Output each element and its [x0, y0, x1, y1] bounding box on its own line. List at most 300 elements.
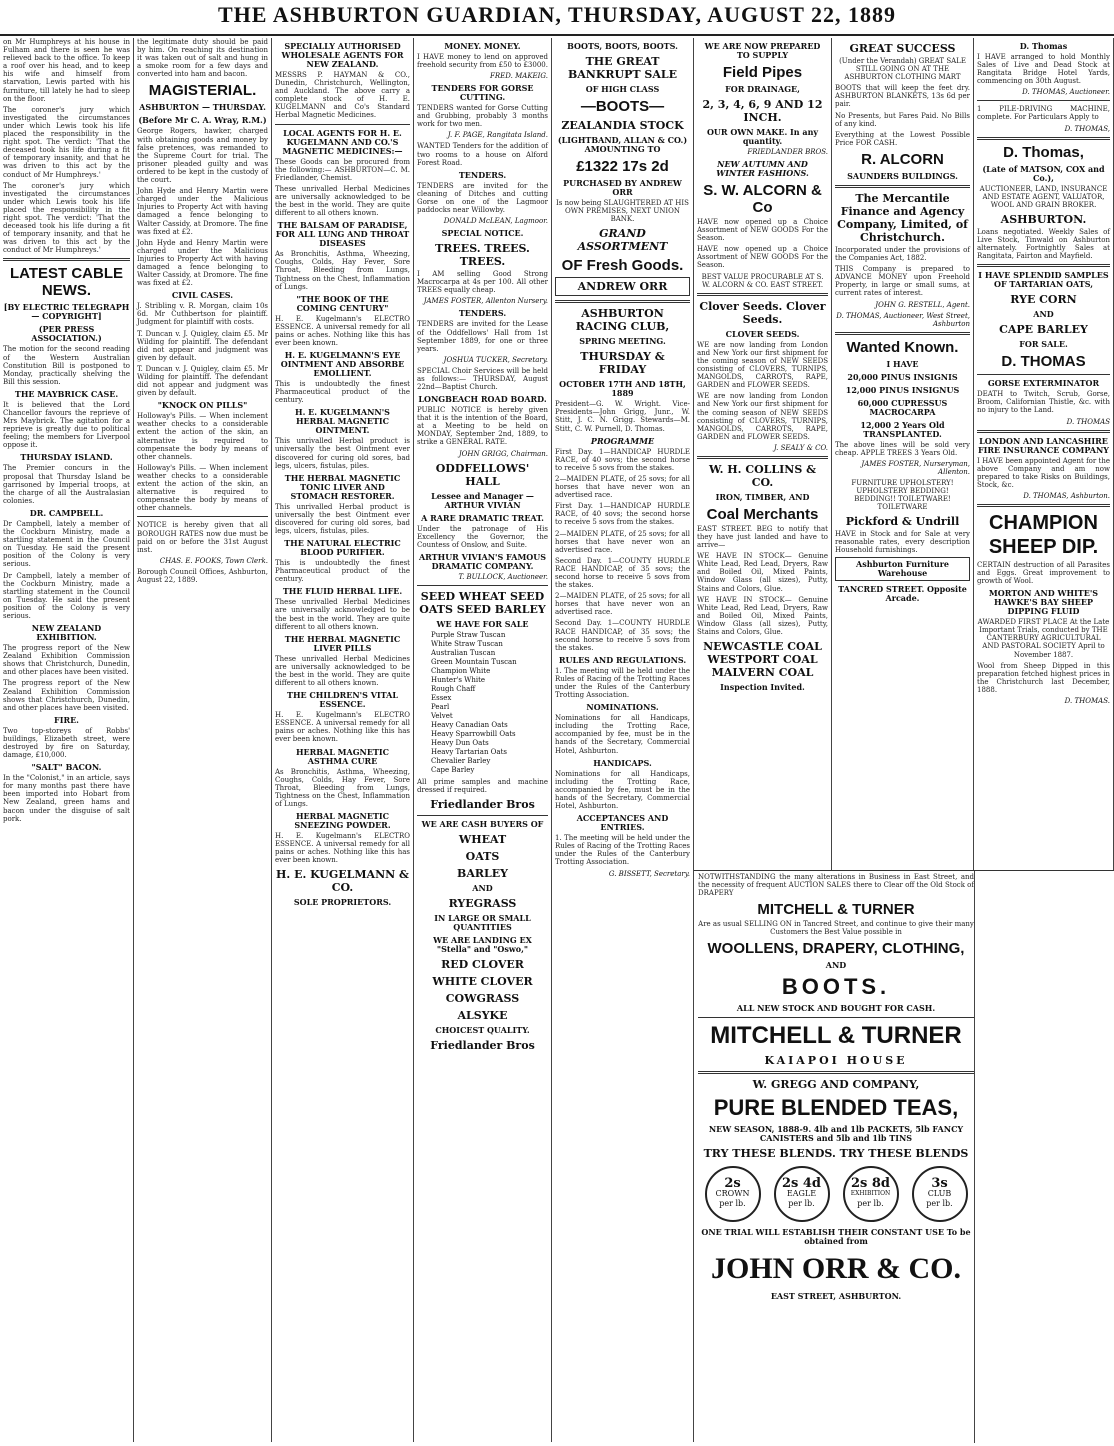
ad-heading: MONEY. MONEY. [444, 41, 521, 51]
paragraph: H. E. Kugelmann's ELECTRO ESSENCE. A universal remedy for all pains or aches. Nothing like this has ever been known. [275, 314, 410, 347]
subheading: AND [1033, 309, 1054, 320]
ad-heading: CAPE BARLEY [999, 323, 1088, 337]
article-heading: "SALT" BACON. [31, 762, 102, 773]
paragraph: Nominations for all Handicaps, including the Trotting Race, accompanied by fee, must be in the hands of the Secretary, Commercial Hotel, Ashburton. [555, 769, 690, 811]
article-heading: NEW ZEALAND EXHIBITION. [31, 623, 102, 643]
subheading: HANDICAPS. [593, 757, 652, 768]
divider [555, 300, 690, 303]
subheading: Lessee and Manager — ARTHUR VIVIAN [431, 490, 534, 510]
ad-heading: The Mercantile Finance and Agency Company, Limited, of Christchurch. [837, 191, 968, 244]
divider [417, 585, 548, 586]
paragraph: President—G. W. Wright. Vice-Presidents—John Grigg, Junr., W. Stitt, J. C. N. Grigg. Stewards—M. Stitt, C. W. Purnell, D. Thomas. [555, 400, 690, 433]
ad-heading: RYE CORN [1010, 293, 1077, 307]
dateline: ASHBURTON — THURSDAY. [139, 102, 266, 113]
ad-heading: R. ALCORN [861, 150, 944, 168]
list-item: Australian Tuscan [431, 648, 496, 657]
ad-heading: WOOLLENS, DRAPERY, CLOTHING, [707, 940, 965, 958]
paragraph: PUBLIC NOTICE is hereby given that it is the intention of the Board, at a Meeting to be held on MONDAY, September 2nd, 1889, to strike a GENERAL RATE. [417, 406, 548, 447]
paragraph: The coroner's jury which investigated the circumstances under which Lewis took his life placed the responsibility in the right spot. The verdict: 'That the deceased took his life during a fit of temporary insanity, and that he was driven to this act by the conduct of Mr Humphreys.' [3, 181, 130, 255]
paragraph: the legitimate duty should be paid by him. On reaching its destination it was taken out of salt and hung in a smoke room for a few days and converted into ham and bacon. [137, 38, 268, 79]
brand-name: Friedlander Bros [430, 1039, 535, 1052]
paragraph: All prime samples and machine dressed if required. [417, 777, 548, 794]
paragraph: These unrivalled Herbal Medicines are universally acknowledged to be the best in the world. They are quite different to all others known. [275, 654, 410, 688]
tea-price: 2s [724, 1176, 741, 1192]
signature: JAMES FOSTER, Nurseryman, Allenton. [861, 459, 970, 476]
divider [137, 516, 268, 517]
article-heading: THURSDAY ISLAND. [20, 452, 113, 463]
signature: T. BULLOCK, Auctioneer. [458, 572, 548, 581]
paragraph: First Day. 1—HANDICAP HURDLE RACE, of 40 sovs; the second horse to receive 5 sovs from the stakes. [555, 447, 690, 472]
subheading: FOR DRAINAGE, [725, 84, 800, 94]
ad-heading: TRY THESE BLENDS. TRY THESE BLENDS [703, 1147, 969, 1161]
signature: G. BISSETT, Secretary. [608, 869, 690, 878]
ad-heading: TENDERS FOR GORSE CUTTING. [431, 83, 534, 103]
ad-heading: THE BALSAM OF PARADISE, FOR ALL LUNG AND THROAT DISEASES [275, 220, 410, 249]
john-orr-name: JOHN ORR & CO. [711, 1252, 961, 1286]
ad-heading: SEED WHEAT SEED OATS SEED BARLEY [419, 589, 546, 616]
signature: DONALD McLEAN, Lagmoor. [443, 217, 548, 226]
paragraph: Are as usual SELLING ON in Tancred Street, and continue to give their many Customers the Best Value possible in [698, 920, 974, 937]
divider [698, 1071, 974, 1074]
ad-heading: LONGBEACH ROAD BOARD. [418, 394, 547, 405]
paragraph: As Bronchitis, Asthma, Wheezing, Coughs, Colds, Hay Fever, Sore Throat, Bleeding from Lungs, Tightness on the Chest, Inflammation of Lungs. [275, 767, 410, 808]
signature: J. F. PAGE, Rangitata Island. [447, 131, 548, 140]
subheading: ACCEPTANCES AND ENTRIES. [576, 813, 669, 833]
divider [835, 332, 970, 335]
signature: D. THOMAS [1066, 417, 1110, 426]
subheading: WE ARE LANDING EX "Stella" and "Oswo," [433, 935, 532, 954]
ad-heading: MORTON AND WHITE'S HAWKE'S BAY SHEEP DIPPING FLUID [988, 588, 1099, 617]
ad-heading: PURE BLENDED TEAS, [713, 1095, 959, 1121]
tea-name: CROWN [715, 1189, 750, 1199]
paragraph: First Day. 1—HANDICAP HURDLE RACE, of 40 sovs; the second horse to receive 5 sovs from the stakes. [555, 502, 690, 527]
paragraph: This is undoubtedly the finest Pharmaceutical product of the century. [275, 380, 410, 405]
wide-ad-area [694, 870, 1114, 1443]
tea-price: 3s [931, 1176, 948, 1192]
paragraph: Wool from Sheep Dipped in this preparation fetched highest prices in the Christchurch last December, 1888. [977, 661, 1110, 694]
subheading: (LIGHTBAND, ALLAN & CO.) AMOUNTING TO [557, 135, 688, 154]
subheading: EAST STREET, ASHBURTON. [770, 1291, 902, 1302]
paragraph: I HAVE money to lend on approved freehold security from £50 to £3000. [417, 53, 548, 70]
ad-heading: CHAMPION SHEEP DIP. [988, 511, 1099, 558]
article-heading: DR. CAMPBELL. [29, 507, 104, 518]
ad-heading: LOCAL AGENTS FOR H. E. KUGELMANN AND CO.'S MAGNETIC MEDICINES:— [282, 127, 403, 156]
seed-list [431, 631, 548, 775]
mitchell-turner-ad [698, 873, 974, 1303]
subheading: NOMINATIONS. [586, 702, 659, 713]
article-heading: FIRE. [54, 714, 79, 725]
list-item: Champion White [431, 666, 491, 675]
subheading: OF HIGH CLASS [585, 84, 660, 94]
paragraph: NOTWITHSTANDING the many alterations in Business in East Street, and the necessity of frequent AUCTION SALES there to Clear off the Old Stock of DRAPERY [698, 873, 974, 898]
divider [977, 504, 1110, 507]
land-item: ALSYKE [457, 1009, 508, 1022]
paragraph: This unrivalled Herbal product is universally the best Ointment ever discovered for curing old sores, bad legs, ulcers, fistulas, piles. [275, 437, 410, 470]
tea-price: 2s 8d [850, 1176, 891, 1192]
ad-heading: Field Pipes [722, 64, 803, 81]
signature: D. THOMAS, Auctioneer. [1022, 88, 1110, 97]
land-item: WHITE CLOVER [432, 975, 533, 988]
paragraph: The motion for the second reading of the Western Australian Constitution Bill is postponed to Monday, practically shelving the Bill this session. [3, 345, 130, 386]
paragraph: It is believed that the Lord Chancellor favours the reprieve of Mrs Maybrick. The agitation for a reprieve is greatly due to political feeling; the members for Liverpool oppose it. [3, 400, 130, 450]
paragraph: Everything at the Lowest Possible Price FOR CASH. [835, 130, 970, 147]
paragraph: H. E. Kugelmann's ELECTRO ESSENCE. A universal remedy for all pains or aches. Nothing like this has ever been known. [275, 711, 410, 744]
ad-heading: BOOTS. [781, 974, 891, 1000]
paragraph: Second Day. 1—COUNTY HURDLE RACE HANDICAP, of 35 sovs; the second horse to receive 5 sovs from the stakes. [555, 619, 690, 652]
subheading: (Late of MATSON, COX and Co.), [982, 163, 1105, 183]
tea-unit: per lb. [788, 1199, 815, 1209]
stock-item: 60,000 CUPRESSUS MACROCARPA [857, 397, 948, 417]
subheading: OUR OWN MAKE. In any quantity. [706, 127, 819, 146]
tea-unit: per lb. [719, 1199, 746, 1209]
list-item: Purple Straw Tuscan [431, 630, 506, 639]
signature: J. SEALY & CO. [773, 443, 828, 452]
paragraph: (Under the Verandah) GREAT SALE STILL GOING ON AT THE ASHBURTON CLOTHING MART [839, 57, 966, 82]
signature: CHAS. E. FOOKS, Town Clerk. [159, 556, 268, 565]
tea-name: CLUB [927, 1189, 952, 1199]
signature: D. THOMAS, [1064, 124, 1110, 133]
signature: JOSHUA TUCKER, Secretary. [443, 355, 548, 364]
paragraph: Nominations for all Handicaps, including the Trotting Race, accompanied by fee, must be in the hands of the Secretary, Commercial Hotel, Ashburton. [555, 714, 690, 755]
paragraph: Under the patronage of His Excellency the Governor, the Countess of Onslow, and Suite. [417, 524, 548, 549]
ad-heading: ODDFELLOWS' HALL [435, 461, 530, 488]
list-item: Cape Barley [431, 765, 475, 774]
divider [977, 100, 1110, 101]
paragraph: Dr Campbell, lately a member of the Cockburn Ministry, made a startling statement in the Council on Tuesday. He said the present position of the Colony is very serious. [3, 571, 130, 620]
signature: JOHN G. RESTELL, Agent. [875, 300, 970, 309]
masthead [0, 0, 1114, 36]
divider [835, 185, 970, 188]
amount: £1322 17s 2d [576, 158, 669, 175]
subheading: WE HAVE FOR SALE [436, 618, 529, 629]
paragraph: Incorporated under the provisions of the Companies Act, 1882. [835, 245, 970, 263]
paragraph: FURNITURE UPHOLSTERY! UPHOLSTERY BEDDING! BEDDING!! TOILETWARE! TOILETWARE [851, 478, 954, 511]
paragraph: TENDERS are invited for the Lease of the Oddfellows' Hall from 1st September 1889, for one or three years. [417, 320, 548, 353]
subheading: I HAVE [886, 358, 919, 369]
list-item: Hunter's White [431, 675, 486, 684]
divider [698, 1017, 974, 1018]
paragraph: I HAVE arranged to hold Monthly Sales of Live and Dead Stock at Rangitata Bridge Hotel Yards, commencing on 30th August. [977, 53, 1110, 86]
ad-heading: TENDERS. [458, 308, 507, 319]
land-item: RED CLOVER [441, 958, 524, 971]
subheading: FOR SALE. [1019, 339, 1068, 350]
paragraph: Second Day. 1—COUNTY HURDLE RACE HANDICAP, of 35 sovs; the second horse to receive 5 sovs from the stakes. [555, 556, 690, 590]
article-heading: THE MAYBRICK CASE. [14, 388, 119, 399]
ad-heading: THE HERBAL MAGNETIC TONIC LIVER AND STOMACH RESTORER. [284, 472, 401, 501]
ad-heading: HERBAL MAGNETIC ASTHMA CURE [295, 746, 390, 766]
subheading: IRON, TIMBER, AND [715, 491, 810, 502]
paragraph: TENDERS are invited for the cleaning of Ditches and cutting Gorse on one of the Lagmoor paddocks near Willowby. [417, 181, 548, 215]
ad-heading: W. H. COLLINS & CO. [708, 462, 817, 489]
buy-item: OATS [465, 850, 500, 863]
ad-heading: THE CHILDREN'S VITAL ESSENCE. [287, 690, 398, 710]
paragraph: WANTED Tenders for the addition of two rooms to a house on Alford Forest Road. [417, 142, 548, 167]
stock-item: 12,000 PINUS INSIGNUS [845, 384, 960, 395]
ad-heading: ASHBURTON RACING CLUB, [575, 307, 670, 334]
ad-heading: A RARE DRAMATIC TREAT. [421, 512, 544, 523]
subheading: SAUNDERS BUILDINGS. [847, 170, 958, 181]
ad-heading: TENDERS. [458, 169, 507, 180]
column-5 [552, 38, 694, 1442]
subheading: [BY ELECTRIC TELEGRAPH — COPYRIGHT] [3, 302, 130, 322]
article-heading: CIVIL CASES. [171, 290, 234, 301]
paragraph: BEST VALUE PROCURABLE AT S. W. ALCORN & CO. EAST STREET. [701, 272, 824, 289]
list-item: Velvet [431, 711, 453, 720]
ad-heading: Clover Seeds. Clover Seeds. [699, 299, 826, 326]
tea-unit: per lb. [926, 1199, 953, 1209]
ad-heading: Pickford & Undrill [845, 515, 960, 529]
list-item: Heavy Dun Oats [431, 738, 489, 747]
ad-heading: S. W. ALCORN & Co [703, 182, 822, 216]
ad-heading: D. Thomas [1019, 41, 1068, 51]
ad-heading: ARTHUR VIVIAN'S FAMOUS DRAMATIC COMPANY. [418, 551, 547, 571]
paragraph: WE HAVE IN STOCK— Genuine White Lead, Red Lead, Dryers, Raw and Boiled Oil, Mixed Paints, Window Glass (all sizes), Putty, Stains and Colors, Glue. [697, 552, 828, 593]
ad-heading: THE GREAT BANKRUPT SALE [567, 55, 678, 81]
subheading: SPRING MEETING. [579, 336, 666, 347]
paragraph: TENDERS wanted for Gorse Cutting and Grubbing, probably 3 months work for two men. [417, 104, 548, 129]
paragraph: The progress report of the New Zealand Exhibition Commission shows that Christchurch, Dunedin, and other places have been visited. [3, 644, 130, 677]
article-heading: "KNOCK ON PILLS" [157, 400, 248, 411]
divider [697, 456, 828, 459]
buy-item: RYEGRASS [448, 897, 517, 910]
paragraph: 2—MAIDEN PLATE, of 25 sovs; for all horses that have never won an advertised race. [555, 529, 690, 554]
paragraph: Two top-storeys of Robbs' buildings, Elizabeth street, were destroyed by fire on Saturday, damage, £10,000. [3, 726, 130, 760]
subheading: IN LARGE OR SMALL QUANTITIES [434, 913, 531, 932]
list-item: Heavy Sparrowbill Oats [431, 729, 516, 738]
paragraph: H. E. Kugelmann's ELECTRO ESSENCE. A universal remedy for all pains or aches. Nothing like this has ever been known. [275, 831, 410, 865]
ad-heading: D. Thomas, [1003, 143, 1084, 161]
subheading: RULES AND REGULATIONS. [558, 654, 687, 665]
ad-heading: D. THOMAS [1001, 353, 1086, 371]
section-heading: MAGISTERIAL. [148, 82, 257, 100]
paragraph: SPECIAL Choir Services will be held as follows:— THURSDAY, August 22nd—Baptist Church. [417, 366, 548, 391]
subheading: ONE TRIAL WILL ESTABLISH THEIR CONSTANT USE To be obtained from [701, 1227, 971, 1247]
ad-heading: LONDON AND LANCASHIRE FIRE INSURANCE COMPANY [977, 435, 1110, 455]
ad-heading: THURSDAY & FRIDAY [580, 350, 665, 377]
paragraph: WE are now landing from London and New York our first shipment for the coming season of NEW SEEDS consisting of CLOVERS, TURNIPS, MANGOLDS, CARROTS, RAPE, GARDEN and FLOWER SEEDS. [697, 340, 828, 390]
footer-line: Borough Council Offices, Ashburton, August 22, 1889. [137, 567, 268, 584]
paragraph: In the "Colonist," in an article, says for many months past there have been imported into Hobart from New Zealand, green hams and bacon under the disguise of salt pork. [3, 774, 130, 823]
signature: JAMES FOSTER, Allenton Nursery. [423, 297, 548, 306]
ad-heading: H. E. KUGELMANN'S EYE OINTMENT AND ABSORBE EMOLLIENT. [280, 350, 405, 379]
tea-name: EXHIBITION [850, 1190, 891, 1198]
column-divider [974, 871, 975, 1443]
subheading: NEW SEASON, 1888-9. 4lb and 1lb PACKETS, 5lb FANCY CANISTERS and 5lb and 1lb TINS [708, 1124, 964, 1144]
paragraph: I AM selling Good Strong Macrocarpa at 4s per 100. All other TREES equally cheap. [417, 270, 548, 295]
ad-heading: Ashburton Furniture Warehouse [835, 557, 970, 581]
paragraph: HAVE now opened up a Choice Assortment of NEW GOODS For the Season. [697, 218, 828, 243]
ad-heading: Wanted Known. [846, 338, 959, 356]
ad-heading: THE HERBAL MAGNETIC LIVER PILLS [284, 633, 401, 653]
tea-blend-badge [912, 1166, 968, 1222]
paragraph: George Rogers, hawker, charged with obtaining goods and money by false pretences, was remanded to the Supreme Court for trial. The prisoner pleaded guilty and was ordered to be kept in the custody of the court. [137, 127, 268, 185]
subheading: (Before Mr C. A. Wray, R.M.) [138, 115, 267, 126]
land-item: COWGRASS [445, 992, 520, 1005]
signature: JOHN GRIGG, Chairman. [458, 449, 548, 458]
list-item: Rough Chaff [431, 684, 476, 693]
ad-heading: SPECIAL NOTICE. [441, 228, 524, 239]
tea-price: 2s 4d [781, 1176, 822, 1192]
pipe-sizes: 2, 3, 4, 6, 9 AND 12 INCH. [702, 98, 823, 124]
list-item: Green Mountain Tuscan [431, 657, 517, 666]
paragraph: The progress report of the New Zealand Exhibition Commission shows that Christchurch, Dunedin, and other places have been visited. [3, 679, 130, 712]
ad-heading: KAIAPOI HOUSE [764, 1054, 908, 1068]
signature: D. THOMAS, Auctioneer, West Street, Ashburton [836, 311, 970, 328]
ad-heading: GREAT SUCCESS [849, 42, 956, 55]
column-3 [272, 38, 414, 1442]
ad-heading: SPECIALLY AUTHORISED WHOLESALE AGENTS FOR NEW ZEALAND. [281, 41, 404, 69]
paragraph: I HAVE been appointed Agent for the above Company and am now prepared to take Risks on Buildings, Stock, &c. [977, 456, 1110, 489]
paragraph: These unrivalled Herbal Medicines are universally acknowledged to be the best in the world. They are quite different to all others known. [275, 184, 410, 218]
ad-heading: "THE BOOK OF THE COMING CENTURY" [296, 293, 389, 313]
list-item: Essex [431, 693, 452, 702]
paragraph: Loans negotiated. Weekly Sales of Live Stock, Tinwald on Ashburton alternately. Fortnightly Sales at Rangitata, Fairton and Mayfield. [977, 227, 1110, 261]
ad-heading: —BOOTS— [580, 98, 665, 115]
subheading: AND [825, 960, 847, 971]
subheading: I HAVE SPLENDID SAMPLES OF TARTARIAN OATS, [978, 270, 1109, 290]
ad-heading: MITCHELL & TURNER [710, 1022, 962, 1050]
signature: D. THOMAS, Ashburton. [1023, 491, 1110, 500]
paragraph: John Hyde and Henry Martin were charged under the Malicious Injuries to Property Act with having damaged a fence belonging to Walter Cassidy, at Dromore. The fine was fixed at £2. [137, 238, 268, 288]
paragraph: This unrivalled Herbal product is universally the best Ointment ever discovered for curing old sores, bad legs, ulcers, fistulas, piles. [275, 502, 410, 535]
subheading: WE ARE NOW PREPARED TO SUPPLY [704, 41, 821, 60]
signature: D. THOMAS. [1064, 697, 1110, 705]
ad-heading: THE NATURAL ELECTRIC BLOOD PURIFIER. [284, 538, 401, 558]
ad-heading: GORSE EXTERMINATOR [987, 378, 1100, 389]
paragraph: J. Stribling v. R. Morgan, claim 10s 6d. Mr Cuthbertson for plaintiff. Judgment for plaintiff with costs. [137, 302, 268, 327]
ad-heading: THE FLUID HERBAL LIFE. [282, 586, 403, 597]
stock-item: 12,000 2 Years Old TRANSPLANTED. [860, 419, 945, 439]
tea-blend-badge [705, 1166, 761, 1222]
paragraph: WE are now landing from London and New York our first shipment for the coming season of NEW SEEDS consisting of CLOVERS, TURNIPS, MANGOLDS, CARROTS, RAPE, GARDEN and FLOWER SEEDS. [697, 392, 828, 441]
subheading: ALL NEW STOCK AND BOUGHT FOR CASH. [736, 1003, 936, 1014]
paragraph: John Hyde and Henry Martin were charged under the Malicious Injuries to Property Act with having damaged a fence belonging to Walter Cassidy, at Dromore. The fine was fixed at £2. [137, 187, 268, 236]
list-item: Chevalier Barley [431, 756, 491, 765]
paragraph: T. Duncan v. J. Quigley, claim £5. Mr Wilding for plaintiff. The defendant did not appear and judgment was given by default. [137, 329, 268, 362]
list-item: Heavy Canadian Oats [431, 720, 508, 729]
tea-unit: per lb. [857, 1199, 884, 1209]
paragraph: Dr Campbell, lately a member of the Cockburn Ministry, made a startling statement in the Council on Tuesday. He said the present position of the Colony is very serious. [3, 519, 130, 569]
ad-heading: ZEALANDIA STOCK [561, 119, 684, 132]
ad-heading: W. GREGG AND COMPANY, [752, 1078, 920, 1092]
ad-heading: NEWCASTLE COAL WESTPORT COAL MALVERN COAL [703, 640, 822, 680]
ad-heading: GRAND ASSORTMENT [577, 227, 668, 254]
column-4 [414, 38, 552, 1442]
paragraph: Holloway's Pills. — When inclement weather checks to a considerable extent the action of the skin, an alternative is required to compensate the body by means of other channels. [137, 412, 268, 461]
paragraph: on Mr Humphreys at his house in Fulham and there is seen he was relieved back to the office. To keep a roof over his head, and to keep his wife and himself from starvation, Lewis parted with his furniture, till lately he had to sleep on the floor. [3, 38, 130, 103]
brand-name: ANDREW ORR [555, 277, 690, 296]
ad-heading: MITCHELL & TURNER [757, 901, 915, 919]
paragraph: AWARDED FIRST PLACE At the Late Important Trials, conducted by THE CANTERBURY AGRICULTURAL AND PASTORAL SOCIETY April to November 1887. [977, 618, 1110, 659]
tea-blend-badge [843, 1166, 899, 1222]
tea-blend-badge [774, 1166, 830, 1222]
ad-heading: OF Fresh Goods. [561, 257, 684, 275]
divider [697, 293, 828, 296]
divider [977, 430, 1110, 433]
subheading: WE ARE CASH BUYERS OF [421, 819, 544, 829]
paragraph: 1. The meeting will be held under the Rules of Racing of the Trotting Races under the Rules of the Canterbury Trotting Association. [555, 834, 690, 867]
subheading: CHOICEST QUALITY. [435, 1025, 530, 1035]
divider [3, 258, 130, 261]
stock-item: 20,000 PINUS INSIGNIS [847, 371, 958, 382]
paragraph: HAVE in Stock and for Sale at very reasonable rates, every description Household furnishings. [835, 530, 970, 555]
paragraph: These Goods can be procured from the following:— ASHBURTON—C. M. Friedlander, Chemist. [275, 157, 410, 182]
paragraph: Is now being SLAUGHTERED AT HIS OWN PREMISES, NEXT UNION BANK. [556, 199, 689, 224]
ad-heading: HERBAL MAGNETIC SNEEZING POWDER. [294, 810, 391, 830]
ad-heading: NEW AUTUMN AND WINTER FASHIONS. [716, 159, 809, 178]
paragraph: 2—MAIDEN PLATE, of 25 sovs; for all horses that have never won an advertised race. [555, 592, 690, 617]
paragraph: 1. The meeting will be held under the Rules of Racing of the Trotting Races under the Rules of the Canterbury Trotting Association. [555, 666, 690, 700]
divider [275, 124, 410, 125]
subheading: PURCHASED BY ANDREW ORR [563, 178, 682, 197]
buy-item: BARLEY [457, 867, 508, 880]
signature: FRED. MAKEIG. [490, 72, 548, 81]
columns [0, 38, 1114, 1442]
list-item: Pearl [431, 702, 450, 711]
tea-name: EAGLE [786, 1189, 817, 1199]
tea-blends [698, 1166, 974, 1222]
ad-heading: BOOTS, BOOTS, BOOTS. [567, 41, 678, 51]
paragraph: As Bronchitis, Asthma, Wheezing, Coughs, Colds, Hay Fever, Sore Throat, Bleeding from Lungs, Tightness on the Chest, Inflammation of Lungs. [275, 250, 410, 291]
paragraph: These unrivalled Herbal Medicines are universally acknowledged to be the best in the world. They are quite different to all others known. [275, 598, 410, 631]
proprietor-name: H. E. KUGELMANN & CO. [276, 868, 409, 895]
list-item: White Straw Tuscan [431, 639, 503, 648]
subheading: (PER PRESS ASSOCIATION.) [31, 324, 102, 344]
subheading: TANCRED STREET. Opposite Arcade. [838, 584, 967, 604]
paragraph: 1 PILE-DRIVING MACHINE, complete. For Particulars Apply to [977, 105, 1110, 122]
paragraph: The coroner's jury which investigated the circumstances under which Lewis took his life placed the responsibility in the right spot. The verdict: 'That the deceased took his life during a fit of temporary insanity, and that he was driven to this act by the conduct of Mr Humphreys.' [3, 105, 130, 179]
paragraph: AUCTIONEER, LAND, INSURANCE AND ESTATE AGENT, VALUATOR, WOOL AND GRAIN BROKER. [979, 184, 1108, 209]
divider [417, 815, 548, 816]
paragraph: The above lines will be sold very cheap. APPLE TREES 3 Years Old. [835, 440, 970, 457]
paragraph: Holloway's Pills. — When inclement weather checks to a considerable extent the action of the skin, an alternative is required to compensate the body by means of other channels. [137, 463, 268, 513]
list-item: Heavy Tartarian Oats [431, 747, 507, 756]
paragraph: No Presents, but Fares Paid. No Bills of any kind. [835, 111, 970, 128]
paragraph: DEATH to Twitch, Scrub, Gorse, Broom, Californian Thistle, &c. with no injury to the Land. [977, 390, 1110, 415]
divider [977, 264, 1110, 267]
ad-heading: H. E. KUGELMANN'S HERBAL MAGNETIC OINTMENT. [295, 407, 390, 436]
paragraph: BOOTS that will keep the feet dry. ASHBURTON BLANKETS, 13s 6d per pair. [835, 84, 970, 109]
ad-heading: Coal Merchants [706, 505, 819, 523]
newspaper-title: THE ASHBURTON GUARDIAN, THURSDAY, AUGUST 22, 1889 [217, 2, 897, 27]
subheading: OCTOBER 17TH AND 18TH, 1889 [559, 379, 686, 399]
paragraph: CERTAIN destruction of all Parasites and Eggs. Great improvement to growth of Wool. [977, 560, 1110, 586]
subheading: PROGRAMME [590, 435, 655, 446]
paragraph: WE HAVE IN STOCK— Genuine White Lead, Red Lead, Dryers, Raw and Boiled Oil, Mixed Paints, Window Glass (all sizes), Putty, Stains and Colors, Glue. [697, 595, 828, 636]
ad-heading: CLOVER SEEDS. [725, 328, 800, 339]
notice: NOTICE is hereby given that all BOROUGH RATES now due must be paid on or before the 31st August inst. [137, 521, 268, 554]
column-2 [134, 38, 272, 1442]
buy-item: AND [472, 883, 493, 893]
buy-item: WHEAT [458, 833, 507, 846]
column-1 [0, 38, 134, 1442]
paragraph: This is undoubtedly the finest Pharmaceutical product of the century. [275, 559, 410, 584]
brand-name: Friedlander Bros [430, 798, 535, 811]
ad-heading: TREES. TREES. TREES. [435, 242, 530, 269]
divider [977, 137, 1110, 140]
paragraph: THIS Company is prepared to ADVANCE MONEY upon Freehold Property, in large or small sums, at current rates of interest. [835, 265, 970, 298]
divider [977, 374, 1110, 375]
ad-heading: ASHBURTON. [1000, 212, 1087, 226]
paragraph: 2—MAIDEN PLATE, of 25 sovs; for all horses that have never won an advertised race. [555, 474, 690, 500]
paragraph: HAVE now opened up a Choice Assortment of NEW GOODS For the Season. [697, 245, 828, 270]
signature: FRIEDLANDER BROS. [747, 148, 828, 156]
paragraph: T. Duncan v. J. Quigley, claim £5. Mr Wilding for plaintiff. The defendant did not appear and judgment was given by default. [137, 364, 268, 398]
proprietor-label: SOLE PROPRIETORS. [293, 897, 392, 908]
paragraph: The Premier concurs in the proposal that Thursday Island be garrisoned by Imperial troops, at the charge of all the Australasian colonies. [3, 464, 130, 505]
paragraph: EAST STREET. BEG to notify that they have just landed and have to arrive— [697, 524, 828, 550]
subheading: Inspection Invited. [720, 682, 805, 693]
